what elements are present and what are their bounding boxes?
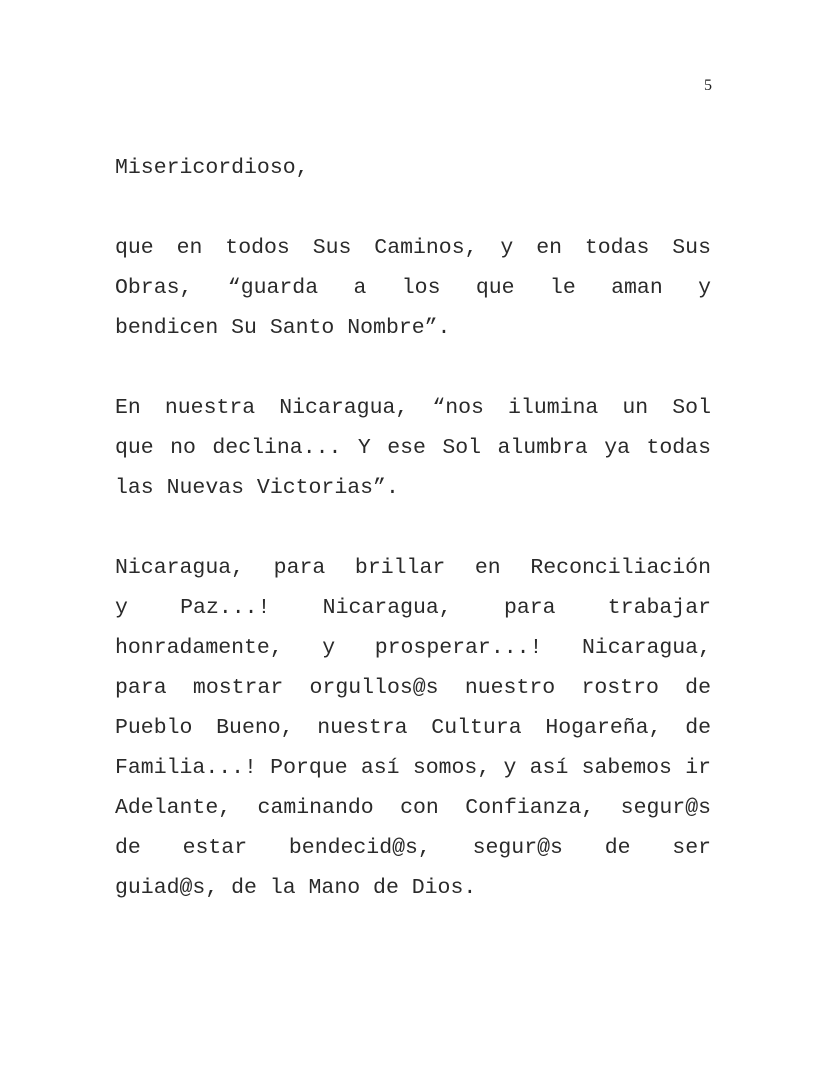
text-line: Misericordioso, <box>115 156 309 180</box>
document-body <box>115 148 711 948</box>
text-line: que en todos Sus Caminos, y en todas Sus <box>115 236 711 260</box>
text-line: Obras, “guarda a los que le aman y <box>115 276 711 300</box>
text-line: honradamente, y prosperar...! Nicaragua, <box>115 636 711 660</box>
paragraph-1 <box>115 148 711 188</box>
text-line: Nicaragua, para brillar en Reconciliación <box>115 556 711 580</box>
page-number: 5 <box>704 77 712 94</box>
text-line: de estar bendecid@s, segur@s de ser <box>115 836 711 860</box>
text-line: que no declina... Y ese Sol alumbra ya todas <box>115 436 711 460</box>
text-line: Pueblo Bueno, nuestra Cultura Hogareña, de <box>115 716 711 740</box>
paragraph-2 <box>115 228 711 348</box>
text-line: En nuestra Nicaragua, “nos ilumina un Sol <box>115 396 711 420</box>
text-line: y Paz...! Nicaragua, para trabajar <box>115 596 711 620</box>
paragraph-4 <box>115 548 711 908</box>
text-line: para mostrar orgullos@s nuestro rostro de <box>115 676 711 700</box>
text-line: Adelante, caminando con Confianza, segur@s <box>115 796 711 820</box>
paragraph-3 <box>115 388 711 508</box>
text-line: Familia...! Porque así somos, y así sabemos ir <box>115 756 711 780</box>
text-line: guiad@s, de la Mano de Dios. <box>115 876 477 900</box>
text-line: las Nuevas Victorias”. <box>115 476 399 500</box>
text-line: bendicen Su Santo Nombre”. <box>115 316 451 340</box>
